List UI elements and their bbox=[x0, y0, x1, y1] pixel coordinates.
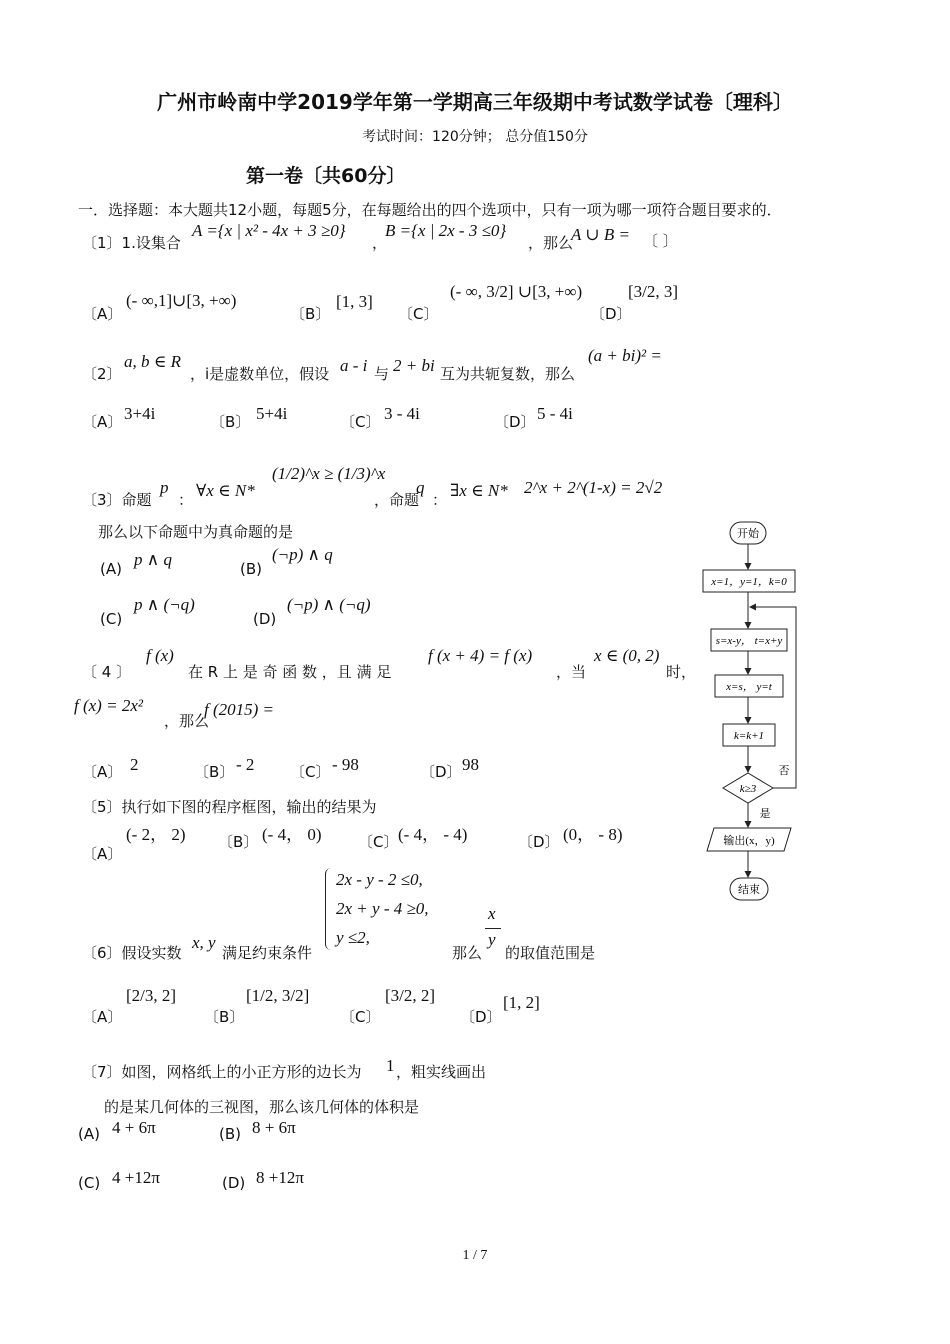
q3-opt-a: p ∧ q bbox=[134, 550, 172, 569]
q4-def: f (x) = 2x² bbox=[74, 696, 143, 715]
q5-opt-a-label: 〔A〕 bbox=[82, 845, 123, 863]
q7-opt-b: 8 + 6π bbox=[252, 1118, 296, 1137]
q6-frac-bar bbox=[485, 928, 501, 929]
q4-text1: 在 R 上 是 奇 函 数 ，且 满 足 bbox=[188, 663, 392, 681]
q6-opt-b: [1/2, 3/2] bbox=[246, 986, 310, 1005]
q7-one: 1 bbox=[386, 1056, 395, 1075]
q3-opt-b-label: (B) bbox=[240, 560, 262, 578]
q3-colon2: ： bbox=[432, 491, 448, 509]
q6-constraint-1: 2x - y - 2 ≤0, bbox=[336, 870, 423, 889]
q2-vars: a, b ∈ R bbox=[124, 352, 181, 371]
q2-expr2: 2 + bi bbox=[393, 356, 435, 375]
q3-line2: 那么以下命题中为真命题的是 bbox=[98, 523, 294, 541]
q6-opt-b-label: 〔B〕 bbox=[204, 1008, 245, 1026]
q4-text2: ，当 bbox=[556, 663, 587, 681]
q6-opt-d: [1, 2] bbox=[503, 993, 540, 1012]
q4-prefix: 〔 4 〕 bbox=[82, 663, 132, 681]
q3-opt-d-label: (D) bbox=[253, 610, 277, 628]
q7-opt-a-label: (A) bbox=[78, 1125, 100, 1143]
q4-opt-c: - 98 bbox=[332, 755, 359, 774]
q6-text2: 那么 bbox=[452, 944, 483, 962]
flow-step3-text: k=k+1 bbox=[733, 730, 765, 742]
q2-opt-b-label: 〔B〕 bbox=[210, 413, 251, 431]
q4-opt-b-label: 〔B〕 bbox=[194, 763, 235, 781]
q7-line1: 〔7〕如图，网格纸上的小正方形的边长为 bbox=[82, 1063, 362, 1081]
q3-opt-c: p ∧ (¬q) bbox=[134, 595, 195, 614]
flow-no-label: 否 bbox=[778, 765, 790, 777]
flow-step2-text: x=s， y=t bbox=[726, 681, 772, 693]
q1-opt-c: (- ∞, 3/2] ∪[3, +∞) bbox=[450, 282, 583, 301]
q1-opt-d: [3/2, 3] bbox=[628, 282, 679, 301]
q2-opt-c-label: 〔C〕 bbox=[340, 413, 381, 431]
q1-opt-a: (- ∞,1]∪[3, +∞) bbox=[126, 291, 237, 310]
q2-expr3: (a + bi)² = bbox=[588, 346, 662, 365]
q6-opt-a-label: 〔A〕 bbox=[82, 1008, 123, 1026]
q1-then: ，那么 bbox=[528, 234, 574, 252]
q4-opt-d: 98 bbox=[462, 755, 479, 774]
q1-set-a: A ={x | x² - 4x + 3 ≥0} bbox=[192, 221, 346, 240]
q3-ineq: (1/2)^x ≥ (1/3)^x bbox=[272, 464, 386, 483]
q4-opt-a: 2 bbox=[130, 755, 139, 774]
q4-f: f (x) bbox=[146, 646, 174, 665]
flow-init-text: x=1，y=1，k=0 bbox=[711, 576, 787, 588]
q5-opt-c: (- 4， - 4) bbox=[398, 825, 468, 844]
q4-text4: ，那么 bbox=[164, 712, 210, 730]
q1-expr: A ∪ B = bbox=[571, 225, 630, 244]
q4-domain: x ∈ (0, 2) bbox=[594, 646, 660, 665]
q5-opt-a: (- 2， 2) bbox=[126, 825, 186, 844]
q2-opt-d-label: 〔D〕 bbox=[494, 413, 536, 431]
q6-vars: x, y bbox=[192, 933, 216, 952]
q2-opt-b: 5+4i bbox=[256, 404, 288, 423]
q6-constraint-3: y ≤2, bbox=[336, 928, 370, 947]
q4-opt-c-label: 〔C〕 bbox=[290, 763, 331, 781]
exam-title: 广州市岭南中学2019学年第一学期高三年级期中考试数学试卷〔理科〕 bbox=[157, 90, 793, 114]
section-heading: 第一卷〔共60分〕 bbox=[246, 165, 406, 187]
program-flowchart bbox=[690, 515, 820, 905]
q7-line1b: ，粗实线画出 bbox=[396, 1063, 487, 1081]
q2-text3: 互为共轭复数，那么 bbox=[440, 365, 576, 383]
q2-expr1: a - i bbox=[340, 356, 368, 375]
q6-frac-num: x bbox=[488, 904, 496, 923]
q5-opt-d: (0， - 8) bbox=[563, 825, 623, 844]
q1-opt-a-label: 〔A〕 bbox=[82, 305, 123, 323]
flow-start-text: 开始 bbox=[737, 528, 759, 540]
q6-opt-d-label: 〔D〕 bbox=[460, 1008, 502, 1026]
instructions: 一．选择题：本大题共12小题，每题5分，在每题给出的四个选项中，只有一项为哪一项符合题目要求的． bbox=[78, 201, 782, 219]
q5-opt-c-label: 〔C〕 bbox=[358, 833, 399, 851]
q1-opt-c-label: 〔C〕 bbox=[398, 305, 439, 323]
q2-text2: 与 bbox=[374, 365, 390, 383]
q4-ask: f (2015) = bbox=[204, 700, 275, 719]
q3-q: q bbox=[416, 478, 425, 497]
q3-eq: 2^x + 2^(1-x) = 2√2 bbox=[524, 478, 663, 497]
q6-frac-den: y bbox=[488, 930, 496, 949]
q7-opt-b-label: (B) bbox=[219, 1125, 241, 1143]
q6-opt-c-label: 〔C〕 bbox=[340, 1008, 381, 1026]
q3-colon: ： bbox=[178, 491, 194, 509]
q2-text1: ，i是虚数单位，假设 bbox=[190, 365, 330, 383]
q5-text: 〔5〕执行如下图的程序框图，输出的结果为 bbox=[82, 798, 377, 816]
q4-cond: f (x + 4) = f (x) bbox=[428, 646, 533, 665]
q2-opt-a: 3+4i bbox=[124, 404, 156, 423]
flow-yes-label: 是 bbox=[759, 808, 771, 820]
q1-blank: 〔 〕 bbox=[643, 232, 678, 250]
q6-opt-a: [2/3, 2] bbox=[126, 986, 177, 1005]
q3-opt-a-label: (A) bbox=[100, 560, 122, 578]
q1-prefix: 〔1〕1.设集合 bbox=[82, 234, 181, 252]
q6-brace bbox=[325, 868, 334, 950]
q4-text3: 时， bbox=[666, 663, 697, 681]
q3-exists: ∃x ∈ N* bbox=[450, 481, 508, 500]
q6-text1: 满足约束条件 bbox=[222, 944, 313, 962]
q3-text2: ，命题 bbox=[374, 491, 420, 509]
flow-end-text: 结束 bbox=[738, 884, 760, 896]
q7-opt-c-label: (C) bbox=[78, 1174, 101, 1192]
q3-opt-c-label: (C) bbox=[100, 610, 123, 628]
q7-opt-c: 4 +12π bbox=[112, 1168, 160, 1187]
q1-opt-b-label: 〔B〕 bbox=[290, 305, 331, 323]
q2-opt-a-label: 〔A〕 bbox=[82, 413, 123, 431]
q3-prefix: 〔3〕命题 bbox=[82, 491, 152, 509]
q4-opt-b: - 2 bbox=[236, 755, 255, 774]
q4-opt-a-label: 〔A〕 bbox=[82, 763, 123, 781]
q1-set-b: B ={x | 2x - 3 ≤0} bbox=[385, 221, 507, 240]
q3-opt-d: (¬p) ∧ (¬q) bbox=[287, 595, 371, 614]
q7-line2: 的是某几何体的三视图，那么该几何体的体积是 bbox=[104, 1098, 420, 1116]
exam-subtitle: 考试时间：120分钟； 总分值150分 bbox=[362, 129, 588, 145]
q2-prefix: 〔2〕 bbox=[82, 365, 122, 383]
q2-opt-c: 3 - 4i bbox=[384, 404, 420, 423]
q6-prefix: 〔6〕假设实数 bbox=[82, 944, 182, 962]
flow-decision-text: k≥3 bbox=[739, 783, 757, 795]
q3-opt-b: (¬p) ∧ q bbox=[272, 545, 333, 564]
q5-opt-b-label: 〔B〕 bbox=[218, 833, 259, 851]
q7-opt-d-label: (D) bbox=[222, 1174, 246, 1192]
q7-opt-d: 8 +12π bbox=[256, 1168, 304, 1187]
q3-p: p bbox=[160, 478, 169, 497]
page-number: 1 / 7 bbox=[462, 1248, 488, 1263]
q7-opt-a: 4 + 6π bbox=[112, 1118, 156, 1137]
q3-forall: ∀x ∈ N* bbox=[196, 481, 255, 500]
q1-opt-b: [1, 3] bbox=[336, 292, 373, 311]
q6-constraint-2: 2x + y - 4 ≥0, bbox=[336, 899, 429, 918]
q2-opt-d: 5 - 4i bbox=[537, 404, 573, 423]
flow-output-text: 输出(x，y) bbox=[723, 835, 775, 847]
q5-opt-b: (- 4， 0) bbox=[262, 825, 322, 844]
q5-opt-d-label: 〔D〕 bbox=[518, 833, 560, 851]
q1-comma: ， bbox=[372, 234, 388, 252]
q1-opt-d-label: 〔D〕 bbox=[590, 305, 632, 323]
q6-opt-c: [3/2, 2] bbox=[385, 986, 436, 1005]
q6-text3: 的取值范围是 bbox=[505, 944, 596, 962]
flow-step1-text: s=x-y， t=x+y bbox=[715, 635, 783, 647]
q4-opt-d-label: 〔D〕 bbox=[420, 763, 462, 781]
